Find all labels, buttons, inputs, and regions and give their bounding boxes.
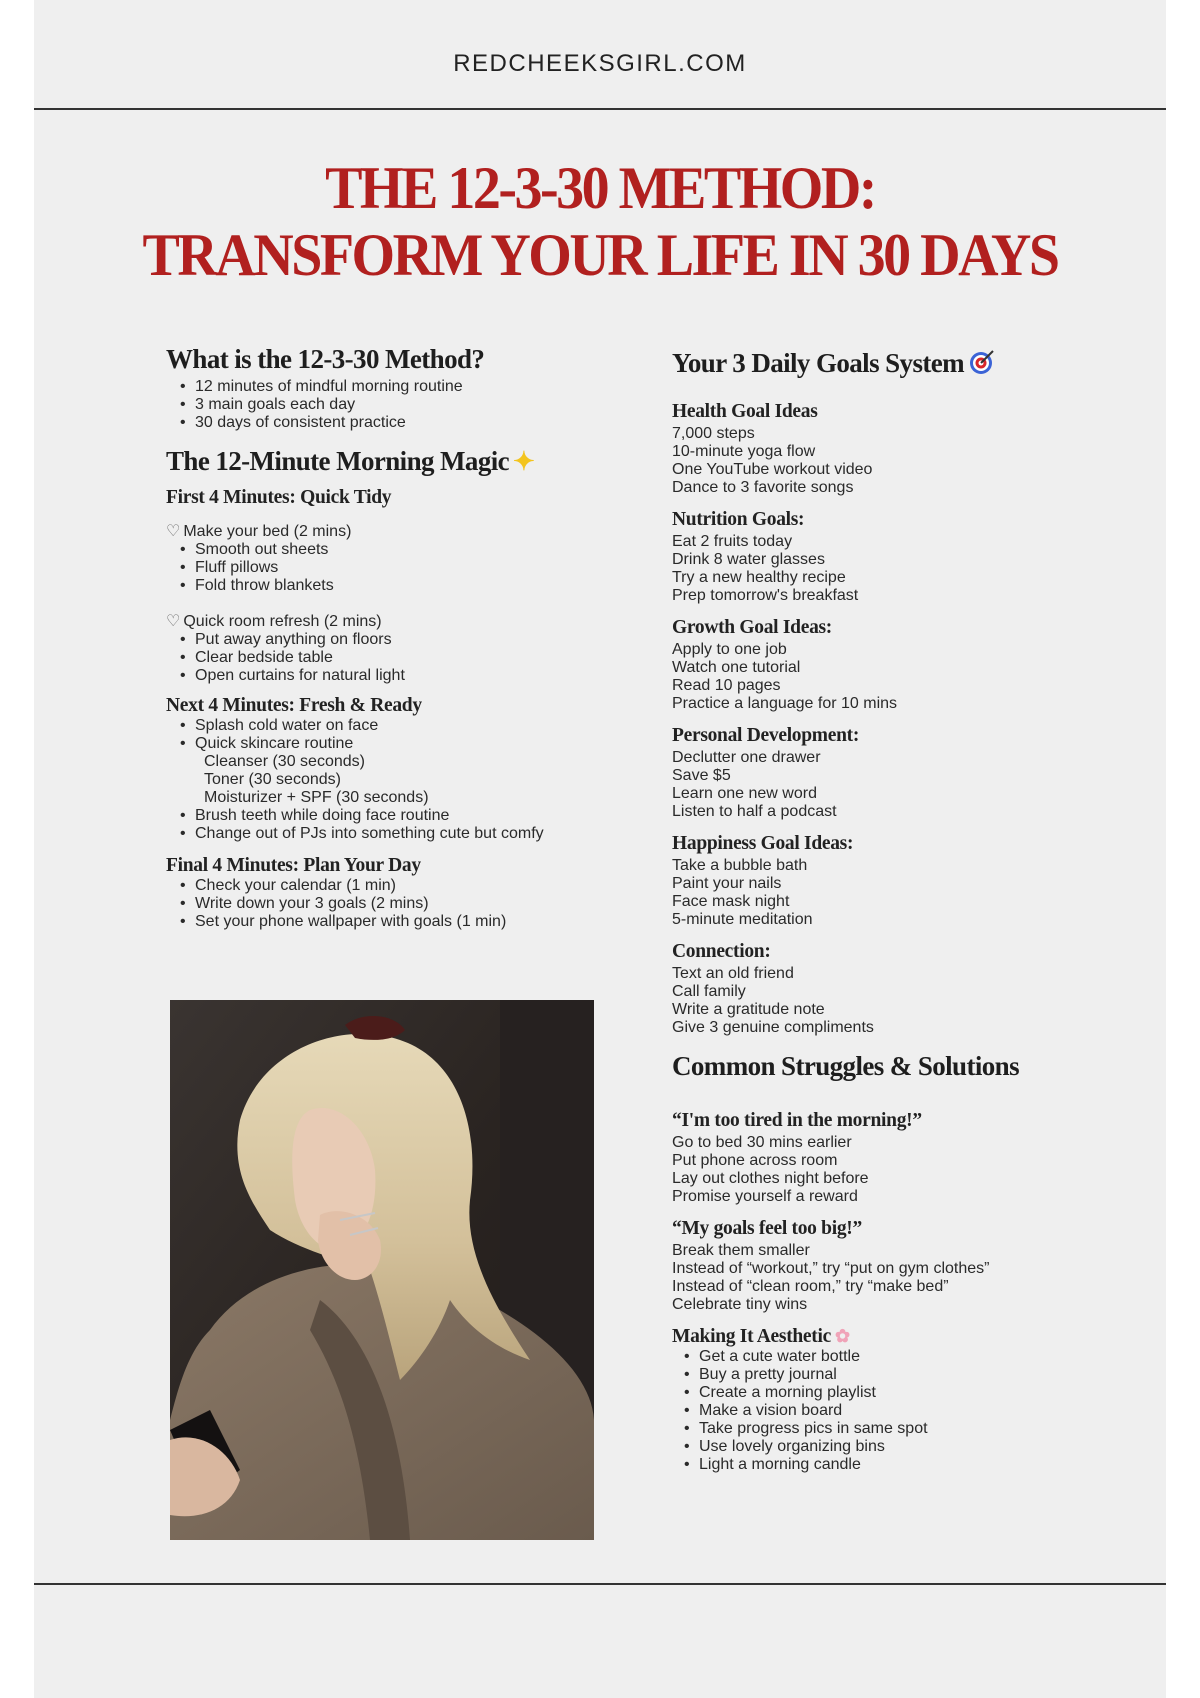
list-item: Save $5 (672, 767, 731, 784)
list-item: Prep tomorrow's breakfast (672, 587, 859, 604)
list-item: Promise yourself a reward (672, 1188, 858, 1205)
title-line-2: TRANSFORM YOUR LIFE IN 30 DAYS (142, 222, 1058, 289)
target-icon (968, 348, 996, 376)
next-list (166, 717, 656, 753)
list-item: 10-minute yoga flow (672, 443, 816, 460)
first-heading: First 4 Minutes: Quick Tidy (166, 487, 392, 508)
list-item: Call family (672, 983, 746, 1000)
list-item: • Take progress pics in same spot (684, 1420, 1112, 1438)
list-item: • Set your phone wallpaper with goals (1 min) (180, 913, 656, 931)
goal-section-heading: Connection: (672, 941, 771, 962)
list-item: • Buy a pretty journal (684, 1366, 1112, 1384)
list-item: • Write down your 3 goals (2 mins) (180, 895, 656, 913)
list-item: Learn one new word (672, 785, 817, 802)
list-item: • 3 main goals each day (180, 396, 656, 414)
list-item: Practice a language for 10 mins (672, 695, 898, 712)
final-heading: Final 4 Minutes: Plan Your Day (166, 855, 421, 876)
title-line-1: THE 12-3-30 METHOD: (325, 155, 875, 222)
list-item: Declutter one drawer (672, 749, 821, 766)
aesthetic-heading-text: Making It Aesthetic (672, 1326, 831, 1347)
list-item: Watch one tutorial (672, 659, 801, 676)
what-heading: What is the 12-3-30 Method? (166, 344, 485, 374)
list-item: • Fold throw blankets (180, 577, 656, 595)
group1-label (166, 523, 656, 541)
list-item: • Check your calendar (1 min) (180, 877, 656, 895)
list-item: • Clear bedside table (180, 649, 656, 667)
group2-list (166, 631, 656, 685)
footer-divider (34, 1583, 1166, 1585)
list-item: Paint your nails (672, 875, 782, 892)
aesthetic-heading (672, 1326, 1112, 1348)
list-item: • 30 days of consistent practice (180, 414, 656, 432)
goal-section-list (672, 857, 1112, 929)
list-item: Lay out clothes night before (672, 1170, 869, 1187)
heart-icon: ♡ (166, 523, 181, 540)
list-item: Put phone across room (672, 1152, 838, 1169)
next-heading: Next 4 Minutes: Fresh & Ready (166, 695, 422, 716)
list-item: Go to bed 30 mins earlier (672, 1134, 852, 1151)
list-item: • Make a vision board (684, 1402, 1112, 1420)
list-item: Instead of “clean room,” try “make bed” (672, 1278, 949, 1295)
list-item: Eat 2 fruits today (672, 533, 793, 550)
list-item: • Light a morning candle (684, 1456, 1112, 1474)
big-heading: “My goals feel too big!” (672, 1218, 862, 1239)
list-item: Celebrate tiny wins (672, 1296, 808, 1313)
list-item: Write a gratitude note (672, 1001, 825, 1018)
goal-section-list (672, 749, 1112, 821)
big-list (672, 1242, 1112, 1314)
goal-section-list (672, 641, 1112, 713)
morning-heading (166, 446, 656, 477)
list-item: Listen to half a podcast (672, 803, 837, 820)
list-item: Instead of “workout,” try “put on gym clothes” (672, 1260, 990, 1277)
list-item: Face mask night (672, 893, 790, 910)
group2-label (166, 613, 656, 631)
list-item: Drink 8 water glasses (672, 551, 825, 568)
goal-section-heading: Personal Development: (672, 725, 860, 746)
goal-section-heading: Happiness Goal Ideas: (672, 833, 854, 854)
goal-section-heading: Growth Goal Ideas: (672, 617, 832, 638)
site-name: REDCHEEKSGIRL.COM (453, 50, 747, 77)
page-title (34, 155, 1166, 289)
aesthetic-list (672, 1348, 1112, 1474)
list-item: • Quick skincare routine (180, 735, 656, 753)
group1-list (166, 541, 656, 595)
list-item: Try a new healthy recipe (672, 569, 846, 586)
list-item: • Get a cute water bottle (684, 1348, 1112, 1366)
right-column (672, 348, 1112, 1474)
goal-section-list (672, 425, 1112, 497)
list-item: • Use lovely organizing bins (684, 1438, 1112, 1456)
page (34, 0, 1166, 1698)
list-item: • Fluff pillows (180, 559, 656, 577)
struggles-heading: Common Struggles & Solutions (672, 1051, 1019, 1081)
final-list (166, 877, 656, 931)
header-divider (34, 108, 1166, 110)
list-item: Take a bubble bath (672, 857, 808, 874)
list-item: Read 10 pages (672, 677, 781, 694)
list-item: One YouTube workout video (672, 461, 873, 478)
list-item: Give 3 genuine compliments (672, 1019, 874, 1036)
morning-heading-text: The 12-Minute Morning Magic (166, 446, 510, 476)
sparkle-icon: ✦ (513, 447, 535, 476)
heart-icon: ♡ (166, 613, 181, 630)
left-column (166, 344, 656, 931)
list-item: • Create a morning playlist (684, 1384, 1112, 1402)
goals-heading (672, 348, 1112, 379)
list-item: • 12 minutes of mindful morning routine (180, 378, 656, 396)
tired-heading: “I'm too tired in the morning!” (672, 1110, 922, 1131)
list-item: Text an old friend (672, 965, 794, 982)
sub-item: Cleanser (30 seconds) (204, 753, 365, 770)
goals-heading-text: Your 3 Daily Goals System (672, 348, 965, 378)
sub-item: Toner (30 seconds) (204, 771, 341, 788)
list-item: • Open curtains for natural light (180, 667, 656, 685)
tired-list (672, 1134, 1112, 1206)
flower-icon: ✿ (834, 1326, 850, 1346)
list-item: 5-minute meditation (672, 911, 813, 928)
group2-label-text: Quick room refresh (2 mins) (183, 613, 382, 630)
next-list-2 (166, 807, 656, 843)
photo-illustration (170, 1000, 594, 1540)
goal-section-heading: Nutrition Goals: (672, 509, 805, 530)
list-item: Break them smaller (672, 1242, 810, 1259)
sub-item: Moisturizer + SPF (30 seconds) (204, 789, 429, 806)
group1-label-text: Make your bed (2 mins) (183, 523, 352, 540)
list-item: Apply to one job (672, 641, 787, 658)
list-item: 7,000 steps (672, 425, 755, 442)
list-item: Dance to 3 favorite songs (672, 479, 854, 496)
portrait-photo (170, 1000, 594, 1540)
goal-section-list (672, 533, 1112, 605)
list-item: • Put away anything on floors (180, 631, 656, 649)
goal-section-heading: Health Goal Ideas (672, 401, 818, 422)
what-list (166, 378, 656, 432)
list-item: • Smooth out sheets (180, 541, 656, 559)
list-item: • Splash cold water on face (180, 717, 656, 735)
list-item: • Brush teeth while doing face routine (180, 807, 656, 825)
list-item: • Change out of PJs into something cute but comfy (180, 825, 656, 843)
goal-section-list (672, 965, 1112, 1037)
